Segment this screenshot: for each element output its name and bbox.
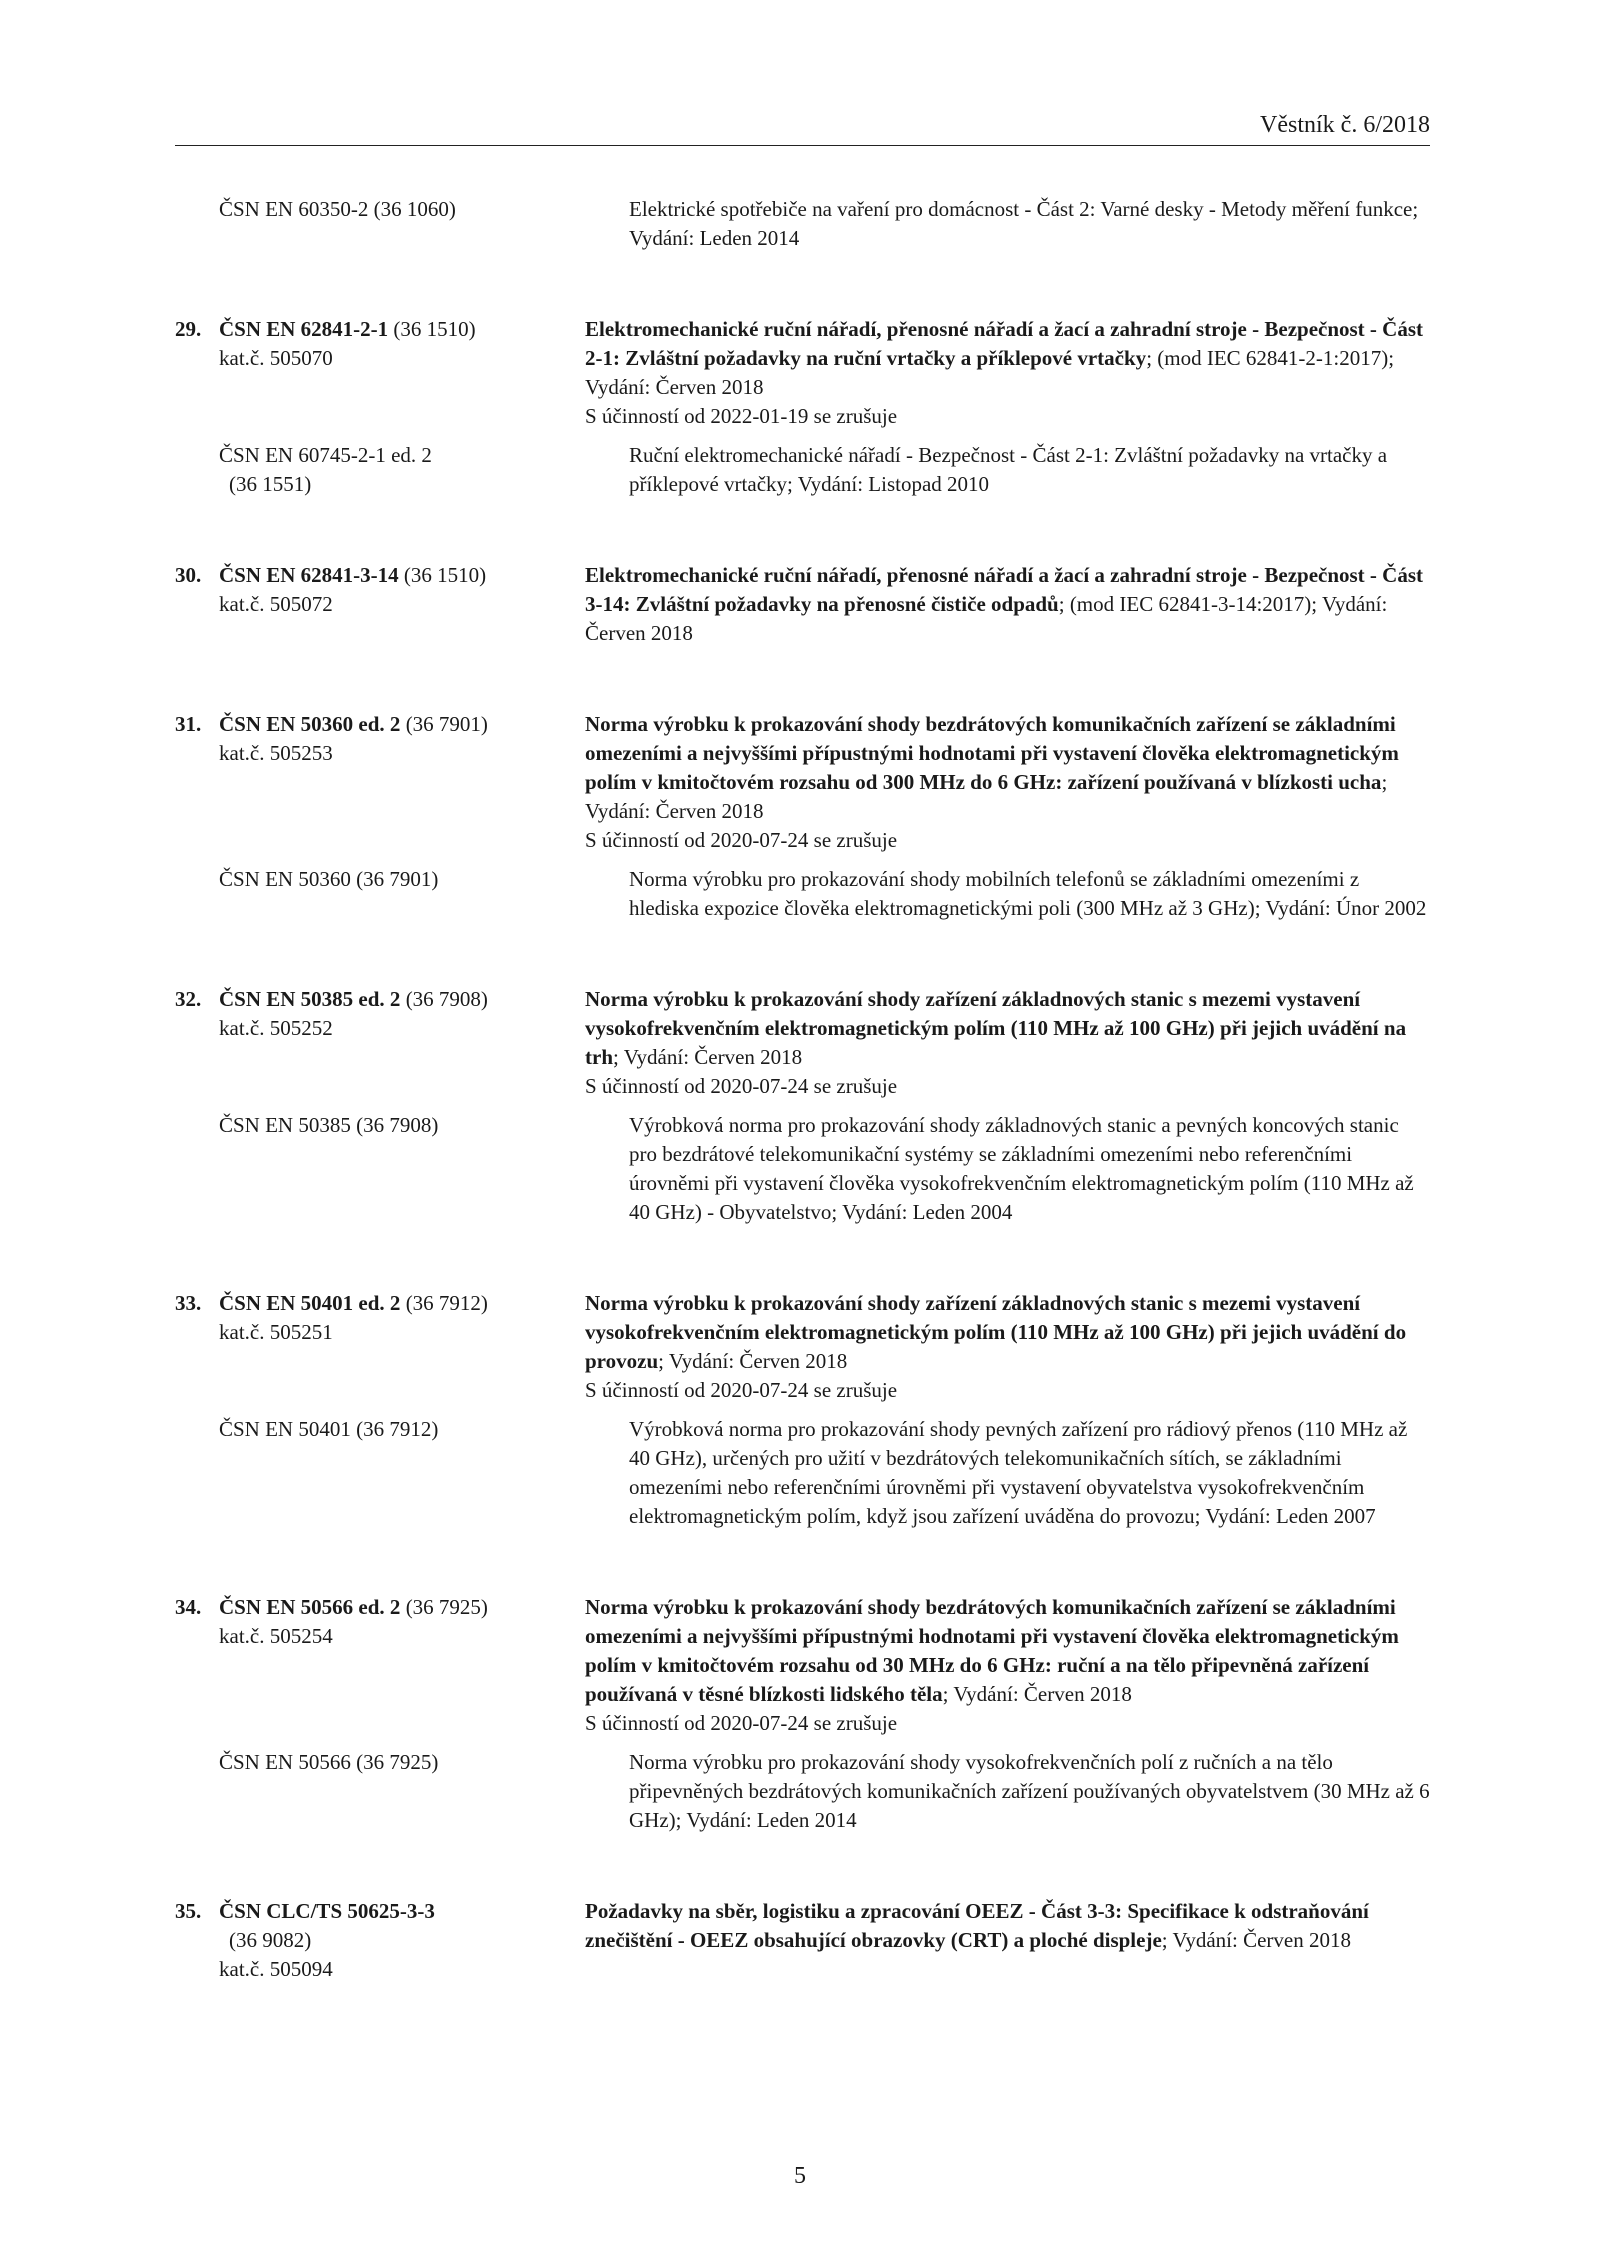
- standard-code: ČSN CLC/TS 50625-3-3: [219, 1899, 435, 1923]
- page-header: Věstník č. 6/2018: [1260, 112, 1430, 138]
- standard-entry-33: [175, 1289, 1430, 1531]
- standard-title: Norma výrobku k prokazování shody zařízení základnových stanic s mezemi vystavení vysokofrekvenčním elektromagnetickým polím (110 MHz až 100 GHz) při jejich uvádění do provozu: [585, 1291, 1407, 1373]
- classification-code: (36 7901): [400, 712, 488, 736]
- continued-entry: [175, 195, 1430, 253]
- standard-description: Elektrické spotřebiče na vaření pro domácnost - Část 2: Varné desky - Metody měření funkce; Vydání: Leden 2014: [629, 197, 1419, 250]
- classification-code: (36 7912): [400, 1291, 488, 1315]
- standard-code-block: [175, 710, 585, 855]
- standard-code-block: [175, 1897, 585, 1984]
- standard-code: ČSN EN 62841-2-1: [219, 317, 389, 341]
- replaced-standard-description: Norma výrobku pro prokazování shody mobilních telefonů se základními omezeními z hlediska expozice člověka elektromagnetickými poli (300 MHz až 3 GHz); Vydání: Únor 2002: [629, 867, 1427, 920]
- entry-number: 32.: [175, 987, 202, 1011]
- catalog-number: kat.č. 505070: [219, 346, 333, 370]
- entry-number: 31.: [175, 712, 202, 736]
- standard-title: Elektromechanické ruční nářadí, přenosné nářadí a žací a zahradní stroje - Bezpečnost - Část 2-1: Zvláštní požadavky na ruční vrtačky a příklepové vrtačky: [585, 317, 1424, 370]
- catalog-number: kat.č. 505251: [219, 1320, 333, 1344]
- standard-code: ČSN EN 62841-3-14: [219, 563, 399, 587]
- standard-title-block: [585, 1593, 1430, 1738]
- replaced-standard-code: ČSN EN 50385 (36 7908): [219, 1113, 439, 1137]
- page-number: 5: [794, 2163, 806, 2189]
- replaced-standard-code: ČSN EN 50401 (36 7912): [219, 1417, 439, 1441]
- classification-code-line: (36 9082): [229, 1928, 312, 1952]
- validity-note: S účinností od 2020-07-24 se zrušuje: [585, 828, 898, 852]
- standard-title: Norma výrobku k prokazování shody bezdrátových komunikačních zařízení se základními omezeními a nejvyššími přípustnými hodnotami při vystavení člověka elektromagnetickým polím v kmitočtovém rozsahu od 300 MHz do 6 GHz: zařízení používaná v blízkosti ucha: [585, 712, 1399, 794]
- standards-list: [175, 195, 1430, 2046]
- entry-number: 35.: [175, 1899, 202, 1923]
- validity-note: S účinností od 2020-07-24 se zrušuje: [585, 1378, 898, 1402]
- catalog-number: kat.č. 505253: [219, 741, 333, 765]
- standard-issue: ; (mod IEC 62841-3-14:2017); Vydání: Červen 2018: [585, 592, 1388, 645]
- standard-title: Elektromechanické ruční nářadí, přenosné nářadí a žací a zahradní stroje - Bezpečnost - Část 3-14: Zvláštní požadavky na přenosné čističe odpadů: [585, 563, 1424, 616]
- replaced-standard-description: Norma výrobku pro prokazování shody vysokofrekvenčních polí z ručních a na tělo připevněných bezdrátových komunikačních zařízení používaných obyvatelstvem (30 MHz až 6 GHz); Vydání: Leden 2014: [629, 1750, 1430, 1832]
- standard-issue: ; Vydání: Červen 2018: [658, 1349, 848, 1373]
- standard-entry-30: [175, 561, 1430, 648]
- standard-title-block: [585, 1897, 1430, 1984]
- header-divider: [175, 145, 1430, 146]
- standard-code-block: [175, 1289, 585, 1405]
- standard-code-block: [175, 315, 585, 431]
- standard-code: ČSN EN 60350-2 (36 1060): [219, 197, 456, 221]
- replaced-standard-description: Výrobková norma pro prokazování shody základnových stanic a pevných koncových stanic pro bezdrátové telekomunikační systémy se základními omezeními nebo referenčními úrovněmi při vystavení člověka vysokofrekvenčním elektromagnetickým polím (110 MHz až 40 GHz) - Obyvatelstvo; Vydání: Leden 2004: [629, 1113, 1414, 1224]
- classification-code: (36 7908): [400, 987, 488, 1011]
- standard-title: Požadavky na sběr, logistiku a zpracování OEEZ - Část 3-3: Specifikace k odstraňování znečištění - OEEZ obsahující obrazovky (CRT) a ploché displeje: [585, 1899, 1369, 1952]
- entry-number: 29.: [175, 317, 202, 341]
- validity-note: S účinností od 2022-01-19 se zrušuje: [585, 404, 898, 428]
- catalog-number: kat.č. 505254: [219, 1624, 333, 1648]
- catalog-number: kat.č. 505252: [219, 1016, 333, 1040]
- standard-issue: ; (mod IEC 62841-2-1:2017); Vydání: Červen 2018: [585, 346, 1395, 399]
- replaced-classification-code: (36 1551): [229, 472, 312, 496]
- entry-number: 30.: [175, 563, 202, 587]
- standard-entry-29: [175, 315, 1430, 499]
- standard-issue: ; Vydání: Červen 2018: [1161, 1928, 1351, 1952]
- standard-entry-32: [175, 985, 1430, 1227]
- replaced-code-block: [175, 441, 629, 499]
- standard-code-block: [175, 985, 585, 1101]
- entry-number: 33.: [175, 1291, 202, 1315]
- standard-entry-34: [175, 1593, 1430, 1835]
- standard-title-block: [585, 710, 1430, 855]
- replaced-standard-description: Ruční elektromechanické nářadí - Bezpečnost - Část 2-1: Zvláštní požadavky na vrtačky a příklepové vrtačky; Vydání: Listopad 2010: [629, 443, 1388, 496]
- standard-issue: ; Vydání: Červen 2018: [613, 1045, 803, 1069]
- standard-issue: ; Vydání: Červen 2018: [585, 770, 1388, 823]
- standard-code-block: [175, 561, 585, 648]
- classification-code: (36 1510): [398, 563, 487, 587]
- standard-title-block: [585, 315, 1430, 431]
- standard-code-block: [175, 1593, 585, 1738]
- standard-code: ČSN EN 50401 ed. 2: [219, 1291, 401, 1315]
- standard-title: Norma výrobku k prokazování shody bezdrátových komunikačních zařízení se základními omezeními a nejvyššími přípustnými hodnotami při vystavení člověka elektromagnetickým polím v kmitočtovém rozsahu od 30 MHz do 6 GHz: ruční a na tělo připevněná zařízení používaná v těsné blízkosti lidského těla: [585, 1595, 1399, 1706]
- replaced-standard-description: Výrobková norma pro prokazování shody pevných zařízení pro rádiový přenos (110 MHz až 40 GHz), určených pro užití v bezdrátových telekomunikačních sítích, se základními omezeními nebo referenčními úrovněmi při vystavení obyvatelstva vysokofrekvenčním elektromagnetickým polím, když jsou zařízení uváděna do provozu; Vydání: Leden 2007: [629, 1417, 1408, 1528]
- validity-note: S účinností od 2020-07-24 se zrušuje: [585, 1074, 898, 1098]
- standard-entry-35: [175, 1897, 1430, 1984]
- classification-code: (36 1510): [388, 317, 476, 341]
- replaced-standard-code: ČSN EN 50360 (36 7901): [219, 867, 439, 891]
- entry-number: 34.: [175, 1595, 202, 1619]
- standard-code: ČSN EN 50566 ed. 2: [219, 1595, 401, 1619]
- standard-title-block: [585, 1289, 1430, 1405]
- standard-code: ČSN EN 50360 ed. 2: [219, 712, 401, 736]
- standard-title-block: [585, 561, 1430, 648]
- catalog-number: kat.č. 505094: [219, 1957, 333, 1981]
- standard-issue: ; Vydání: Červen 2018: [942, 1682, 1132, 1706]
- replaced-standard-code: ČSN EN 60745-2-1 ed. 2: [219, 443, 432, 467]
- classification-code: (36 7925): [400, 1595, 488, 1619]
- standard-entry-31: [175, 710, 1430, 923]
- standard-title-block: [585, 985, 1430, 1101]
- validity-note: S účinností od 2020-07-24 se zrušuje: [585, 1711, 898, 1735]
- replaced-standard-code: ČSN EN 50566 (36 7925): [219, 1750, 439, 1774]
- catalog-number: kat.č. 505072: [219, 592, 333, 616]
- standard-title: Norma výrobku k prokazování shody zařízení základnových stanic s mezemi vystavení vysokofrekvenčním elektromagnetickým polím (110 MHz až 100 GHz) při jejich uvádění na trh: [585, 987, 1407, 1069]
- standard-code: ČSN EN 50385 ed. 2: [219, 987, 401, 1011]
